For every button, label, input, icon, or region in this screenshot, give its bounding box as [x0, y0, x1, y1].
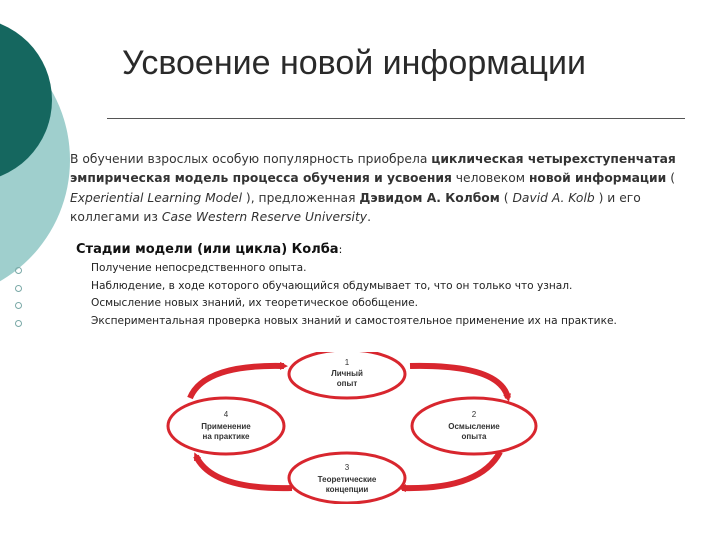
cycle-node-1-number: 1 [344, 358, 350, 367]
para-italic-elm: Experiential Learning Model [70, 190, 242, 205]
stages-list [0, 262, 720, 332]
intro-paragraph [70, 150, 690, 227]
para-text-1: В обучении взрослых особую популярность приобрела [70, 152, 432, 166]
para-text-5: ( [499, 190, 513, 205]
list-item [0, 315, 720, 333]
para-bold-model: циклическая четырехступенчатая эмпирическая модель процесса обучения и усвоения [70, 152, 676, 186]
stage-text: Осмысление новых знаний, их теоретическое обобщение. [91, 297, 419, 309]
title-divider [107, 118, 685, 119]
cycle-arrow-2-3 [402, 452, 500, 488]
cycle-node-4-number: 4 [223, 410, 229, 419]
cycle-node-2-label-line1: Осмысление [448, 422, 500, 431]
stage-text: Получение непосредственного опыта. [91, 262, 307, 274]
para-bold-new-info: новой информации [528, 171, 667, 186]
stages-heading-colon: : [338, 243, 343, 256]
bullet-circle-icon [15, 320, 22, 327]
cycle-node-4-label-line2: на практике [202, 432, 250, 441]
stage-text: Экспериментальная проверка новых знаний и самостоятельное применение их на практике. [91, 314, 617, 327]
kolb-cycle-diagram [160, 352, 550, 504]
list-item [0, 262, 720, 280]
stages-heading-text: Стадии модели (или цикла) Колба [76, 242, 339, 257]
cycle-node-1-label-line1: Личный [331, 369, 363, 378]
para-text-6: ) и его коллегами из [70, 190, 641, 224]
para-text-4: ), предложенная [242, 190, 360, 205]
stage-text: Наблюдение, в ходе которого обучающийся обдумывает то, что он только что узнал. [91, 279, 573, 292]
cycle-node-3-label-line1: Теоретические [317, 475, 377, 484]
cycle-arrow-1-2 [410, 366, 508, 398]
page-title: Усвоение новой информации [122, 44, 586, 82]
cycle-arrow-3-4 [196, 456, 292, 488]
stages-heading [76, 242, 342, 257]
cycle-arrow-4-1 [190, 366, 284, 398]
para-italic-kolb-en: David A. Kolb [512, 190, 595, 205]
cycle-node-1-label-line2: опыт [336, 379, 358, 388]
bullet-circle-icon [15, 302, 22, 309]
bullet-circle-icon [15, 267, 22, 274]
para-bold-kolb: Дэвидом А. Колбом [359, 190, 500, 205]
list-item [0, 297, 720, 315]
para-text-7: . [367, 209, 371, 224]
cycle-node-2-number: 2 [471, 410, 477, 419]
bullet-circle-icon [15, 285, 22, 292]
cycle-node-3-label-line2: концепции [325, 485, 369, 494]
para-text-2: человеком [451, 171, 529, 186]
para-text-3: ( [666, 171, 675, 186]
list-item [0, 280, 720, 298]
para-italic-university: Case Western Reserve University [161, 209, 368, 224]
cycle-node-4-label-line1: Применение [201, 422, 251, 431]
cycle-node-2-label-line2: опыта [461, 432, 487, 441]
cycle-node-3-number: 3 [344, 463, 350, 472]
